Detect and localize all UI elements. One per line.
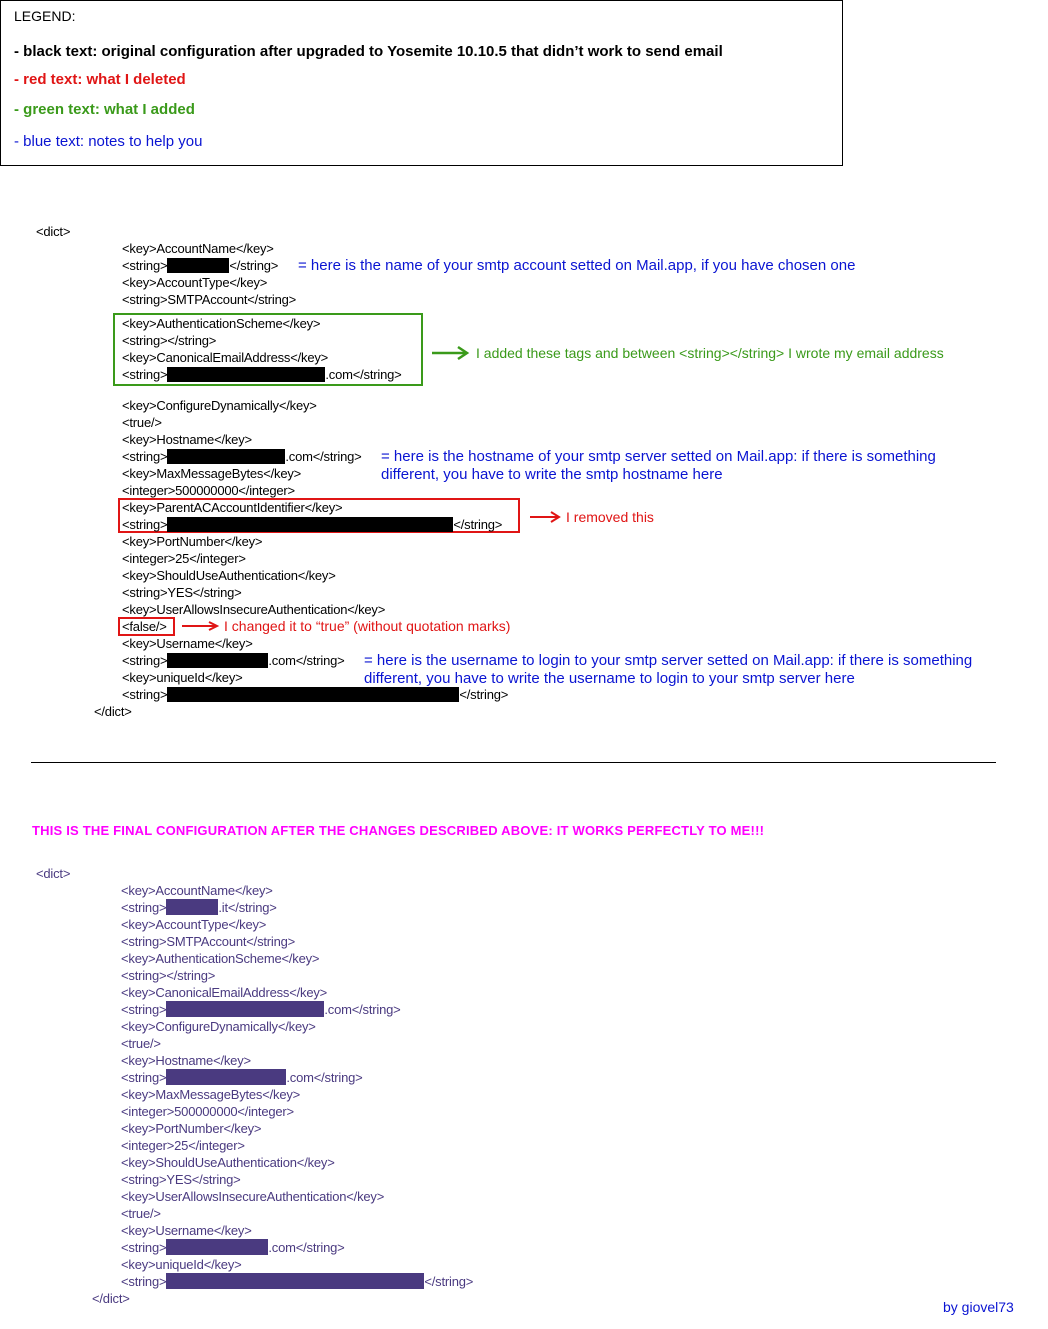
code-line: <key>AccountType</key> [121,917,267,932]
code-line: <key>AccountName</key> [121,883,273,898]
redacted-block [166,899,218,915]
code-line: <key>ShouldUseAuthentication</key> [122,568,336,583]
final-heading: THIS IS THE FINAL CONFIGURATION AFTER THE CHANGES DESCRIBED ABOVE: IT WORKS PERFECTLY TO ME!!! [32,823,765,838]
redacted-block [167,258,229,273]
legend-box [0,0,843,166]
note-account-name: = here is the name of your smtp account setted on Mail.app, if you have chosen one [298,257,856,274]
dict-close: </dict> [94,704,132,719]
code-line: <key>ConfigureDynamically</key> [121,1019,316,1034]
code-line: <key>Hostname</key> [121,1053,251,1068]
code-line: <key>MaxMessageBytes</key> [122,466,302,481]
code-line: <string> </string> [122,687,509,702]
code-line: <key>MaxMessageBytes</key> [121,1087,301,1102]
signature: by giovel73 [943,1299,1014,1315]
code-line: <string> .com</string> [121,1002,401,1017]
code-line: <key>Username</key> [122,636,253,651]
red-arrow-icon [182,619,220,633]
code-line: <integer>500000000</integer> [122,483,295,498]
legend-green: - green text: what I added [14,101,195,118]
note-removed: I removed this [566,509,654,525]
code-line: <integer>25</integer> [121,1138,245,1153]
code-line: <key>AuthenticationScheme</key> [121,951,320,966]
legend-red: - red text: what I deleted [14,71,186,88]
code-line: <key>Username</key> [121,1223,252,1238]
redacted-block [167,449,285,464]
note-hostname-2: different, you have to write the smtp hostname here [381,466,723,483]
code-line: <true/> [121,1206,161,1221]
code-line: <string> .com</string> [122,449,362,464]
code-line: <key>AccountType</key> [122,275,268,290]
code-line: <string> .com</string> [122,653,345,668]
code-line: <integer>500000000</integer> [121,1104,294,1119]
code-line: <key>CanonicalEmailAddress</key> [122,350,329,365]
code-line: <integer>25</integer> [122,551,246,566]
code-line: <string>SMTPAccount</string> [122,292,297,307]
code-line: <key>Hostname</key> [122,432,252,447]
code-line: <string>YES</string> [121,1172,241,1187]
dict-close: </dict> [92,1291,130,1306]
note-username-1: = here is the username to login to your smtp server setted on Mail.app: if there is something [364,652,973,669]
green-arrow-icon [432,345,470,361]
code-line: <key>ShouldUseAuthentication</key> [121,1155,335,1170]
note-added: I added these tags and between <string></string> I wrote my email address [476,345,944,361]
redacted-block [167,653,268,668]
legend-blue: - blue text: notes to help you [14,133,203,150]
code-line: <string> .it</string> [121,900,277,915]
code-line: <string>SMTPAccount</string> [121,934,296,949]
code-line: <string> .com</string> [121,1240,345,1255]
dict-open: <dict> [36,866,71,881]
code-line: <key>uniqueId</key> [122,670,243,685]
code-line: <key>CanonicalEmailAddress</key> [121,985,328,1000]
code-line: <string>YES</string> [122,585,242,600]
note-hostname-1: = here is the hostname of your smtp server setted on Mail.app: if there is something [381,448,936,465]
code-line: <string></string> [122,333,217,348]
legend-title: LEGEND: [14,8,76,24]
code-line: <key>AuthenticationScheme</key> [122,316,321,331]
redacted-block [167,517,453,532]
code-line: <key>UserAllowsInsecureAuthentication</key> [122,602,386,617]
code-line: <key>ParentACAccountIdentifier</key> [122,500,343,515]
redacted-block [166,1239,268,1255]
code-line: <string> .com</string> [122,367,402,382]
code-line: <key>uniqueId</key> [121,1257,242,1272]
dict-open: <dict> [36,224,71,239]
redacted-block [166,1273,424,1289]
code-line: <true/> [121,1036,161,1051]
code-line: <true/> [122,415,162,430]
redacted-block [166,1069,286,1085]
code-line: <string> </string> [121,1274,474,1289]
divider [31,762,996,763]
redacted-block [167,367,325,382]
code-line: <string> </string> [122,258,279,273]
code-line: <key>AccountName</key> [122,241,274,256]
legend-black: - black text: original configuration after upgraded to Yosemite 10.10.5 that didn’t work to send email [14,43,723,60]
code-line: <string></string> [121,968,216,983]
redacted-block [167,687,459,702]
code-line: <key>UserAllowsInsecureAuthentication</key> [121,1189,385,1204]
red-arrow-icon [530,509,562,525]
code-line: <key>ConfigureDynamically</key> [122,398,317,413]
note-username-2: different, you have to write the username to login to your smtp server here [364,670,855,687]
code-line: <string> .com</string> [121,1070,363,1085]
code-line: <string> </string> [122,517,503,532]
note-changed: I changed it to “true” (without quotation marks) [224,618,511,634]
code-line: <key>PortNumber</key> [121,1121,262,1136]
code-line: <false/> [122,619,167,634]
redacted-block [166,1001,324,1017]
code-line: <key>PortNumber</key> [122,534,263,549]
